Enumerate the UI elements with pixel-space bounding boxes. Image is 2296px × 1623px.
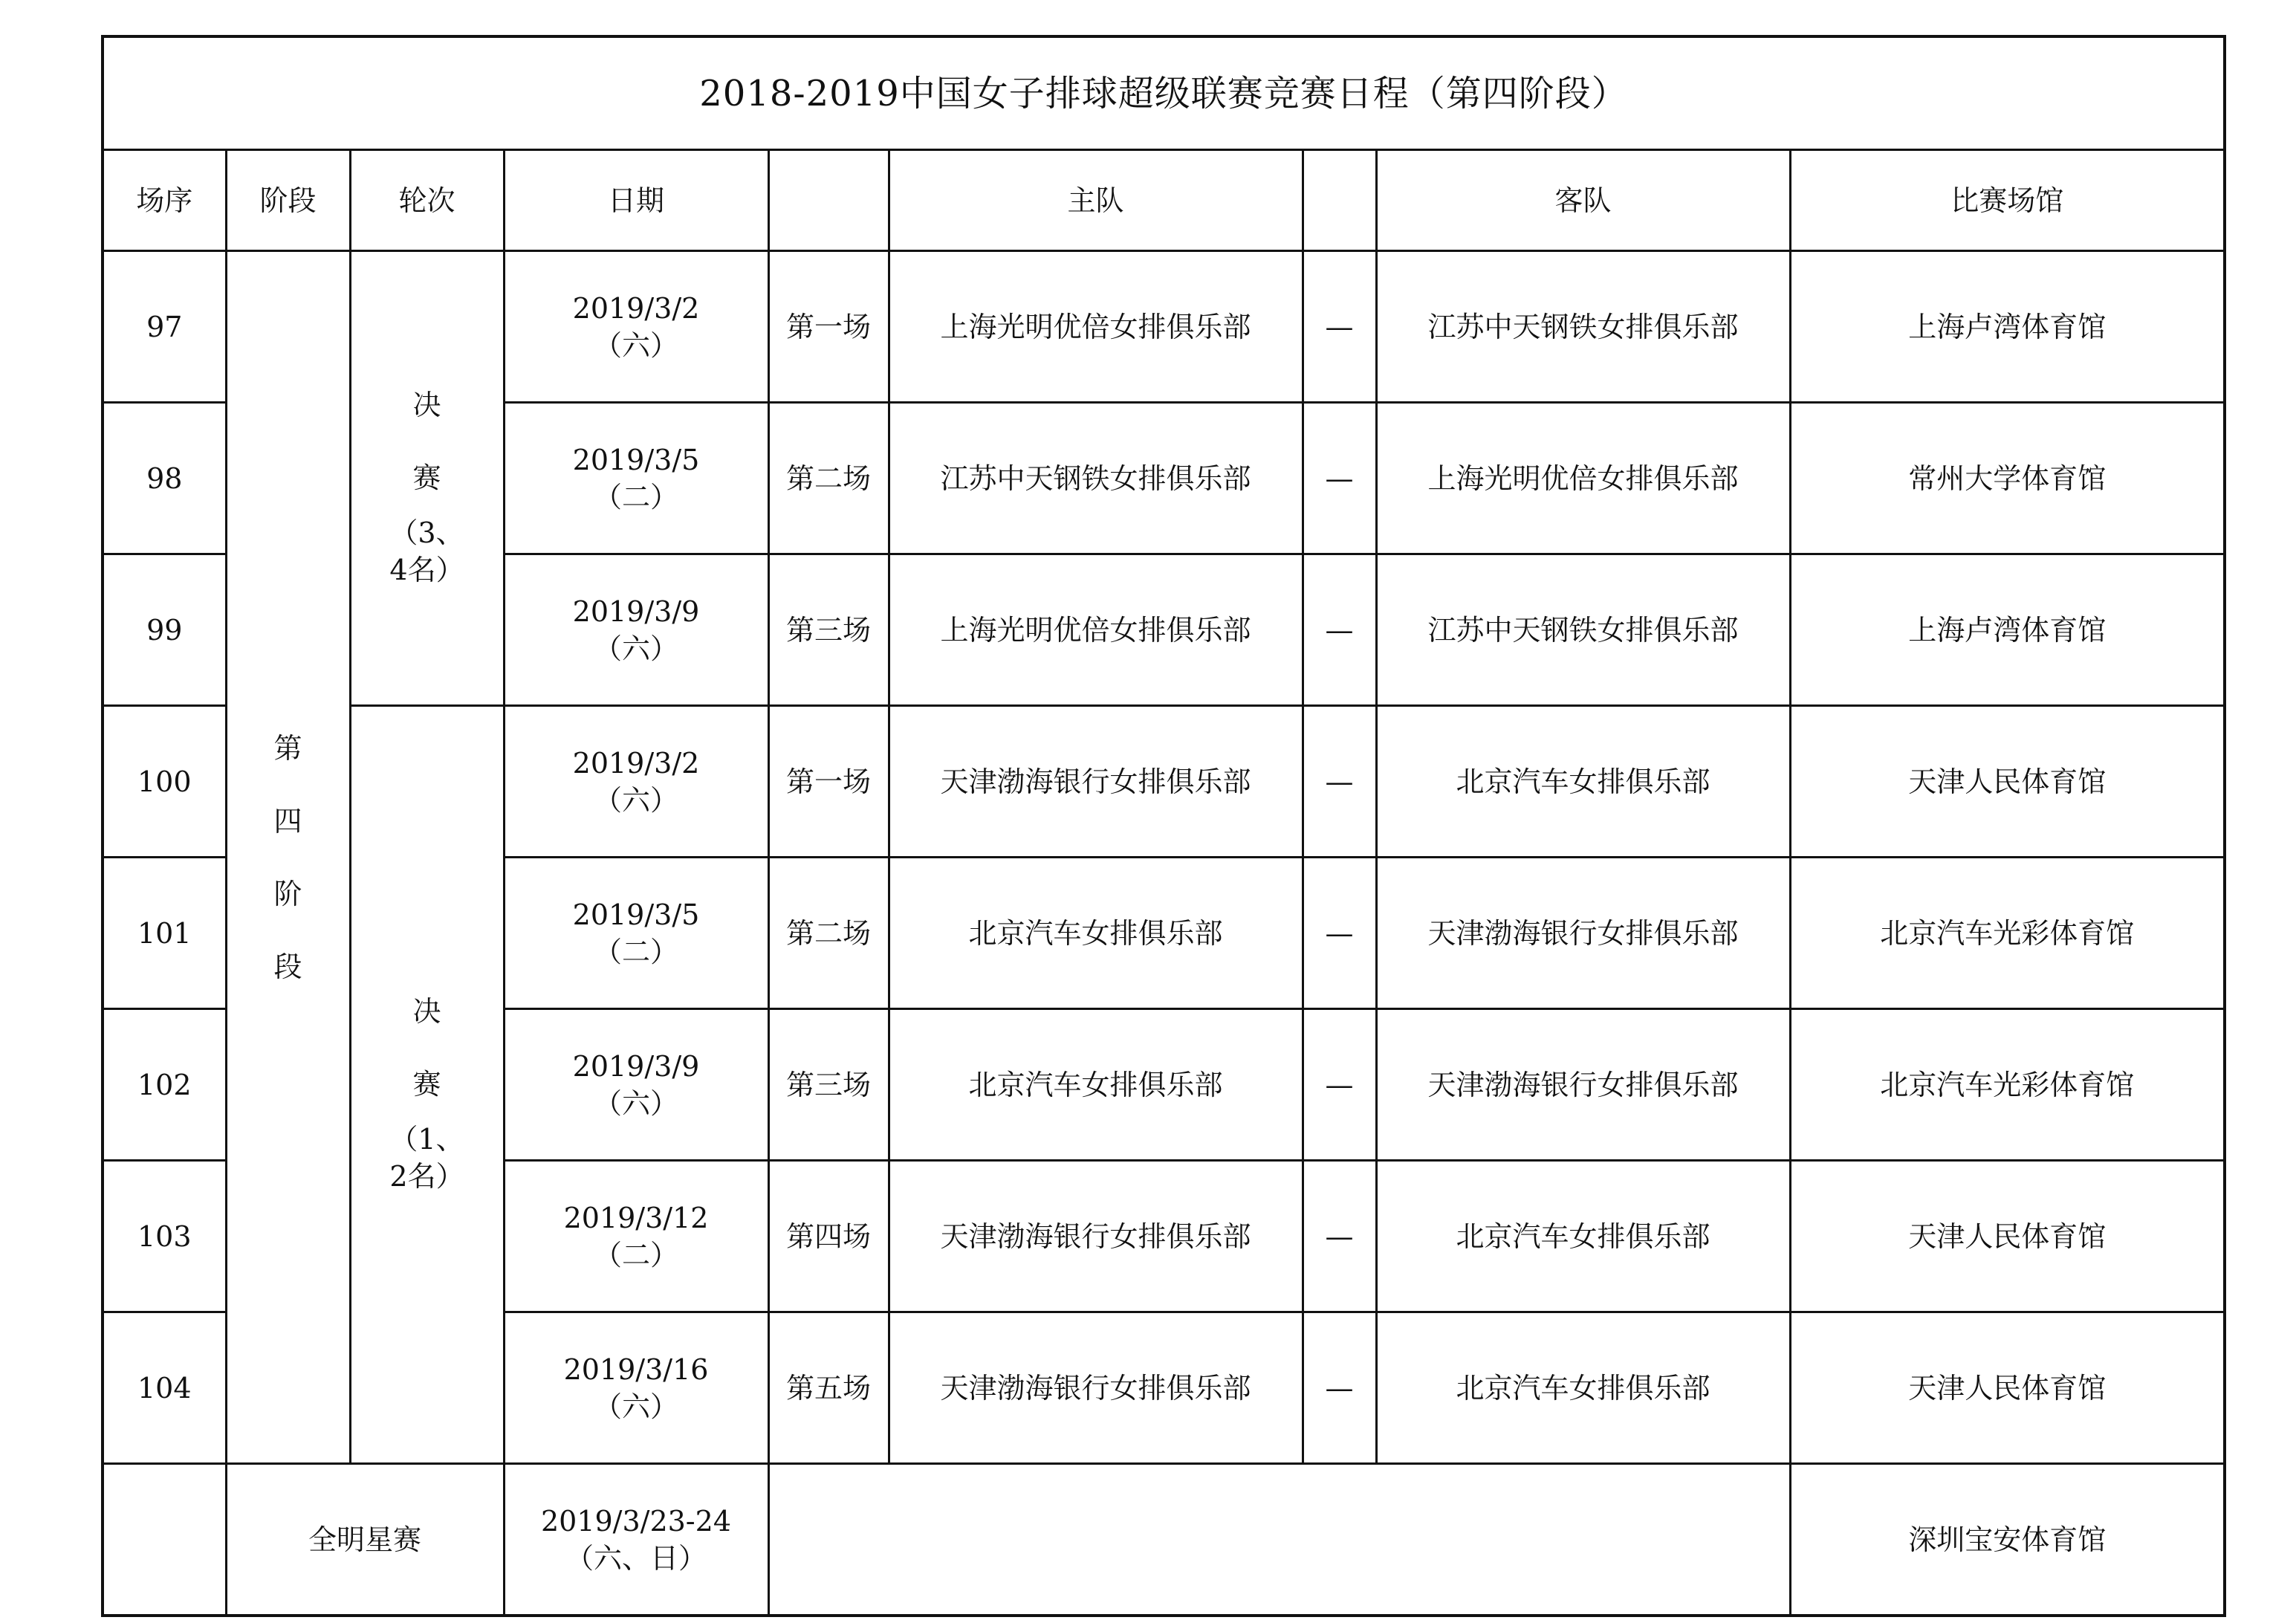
date-cell: [504, 554, 768, 706]
date-cell: [504, 706, 768, 858]
away-team-cell: 北京汽车女排俱乐部: [1376, 1161, 1790, 1312]
seq-cell: 97: [103, 251, 226, 403]
away-team-cell: 上海光明优倍女排俱乐部: [1376, 403, 1790, 554]
date-cell: [504, 1312, 768, 1464]
game-number-cell: 第二场: [768, 403, 889, 554]
dash-cell: —: [1303, 554, 1376, 706]
round-note: 2名）: [389, 1159, 464, 1193]
page-title: 2018-2019中国女子排球超级联赛竞赛日程（第四阶段）: [103, 36, 2225, 150]
away-team-cell: 江苏中天钢铁女排俱乐部: [1376, 554, 1790, 706]
game-number-cell: 第五场: [768, 1312, 889, 1464]
schedule-table: [101, 35, 2226, 1617]
allstar-blank-cell: [768, 1464, 1790, 1616]
stage-cell: [226, 251, 350, 1464]
venue-cell: 北京汽车光彩体育馆: [1790, 1009, 2225, 1161]
seq-cell: 100: [103, 706, 226, 858]
stage-char: 四: [273, 804, 302, 838]
seq-cell: 103: [103, 1161, 226, 1312]
table-row: [103, 251, 2225, 403]
dash-cell: —: [1303, 1009, 1376, 1161]
weekday-text: （六）: [593, 783, 678, 817]
away-team-cell: 北京汽车女排俱乐部: [1376, 706, 1790, 858]
venue-cell: 天津人民体育馆: [1790, 1312, 2225, 1464]
round-note: （3、: [389, 516, 464, 549]
weekday-text: （二）: [593, 1238, 678, 1271]
header-seq: 场序: [103, 150, 226, 251]
dash-cell: —: [1303, 858, 1376, 1009]
date-cell: [504, 1009, 768, 1161]
header-row: [103, 150, 2225, 251]
venue-cell: 上海卢湾体育馆: [1790, 251, 2225, 403]
home-team-cell: 天津渤海银行女排俱乐部: [889, 1312, 1303, 1464]
weekday-text: （六）: [593, 632, 678, 665]
header-game: [768, 150, 889, 251]
dash-cell: —: [1303, 1312, 1376, 1464]
allstar-date-cell: [504, 1464, 768, 1616]
stage-char: 阶: [273, 877, 302, 910]
home-team-cell: 上海光明优倍女排俱乐部: [889, 251, 1303, 403]
away-team-cell: 北京汽车女排俱乐部: [1376, 1312, 1790, 1464]
date-text: 2019/3/2: [572, 291, 700, 325]
allstar-row: [103, 1464, 2225, 1616]
date-cell: [504, 858, 768, 1009]
header-venue: 比赛场馆: [1790, 150, 2225, 251]
away-team-cell: 天津渤海银行女排俱乐部: [1376, 1009, 1790, 1161]
weekday-text: （二）: [593, 935, 678, 968]
header-dash: [1303, 150, 1376, 251]
header-date: 日期: [504, 150, 768, 251]
date-text: 2019/3/5: [572, 898, 700, 931]
round-cell-bronze: [350, 251, 504, 706]
weekday-text: （六）: [593, 328, 678, 362]
date-cell: [504, 1161, 768, 1312]
allstar-seq-cell: [103, 1464, 226, 1616]
venue-cell: 北京汽车光彩体育馆: [1790, 858, 2225, 1009]
title-row: [103, 36, 2225, 150]
venue-cell: 常州大学体育馆: [1790, 403, 2225, 554]
round-cell-final: [350, 706, 504, 1464]
home-team-cell: 上海光明优倍女排俱乐部: [889, 554, 1303, 706]
venue-cell: 天津人民体育馆: [1790, 706, 2225, 858]
round-note: （1、: [389, 1122, 464, 1156]
date-text: 2019/3/5: [572, 443, 700, 476]
table-row: [103, 706, 2225, 858]
header-round: 轮次: [350, 150, 504, 251]
dash-cell: —: [1303, 706, 1376, 858]
seq-cell: 99: [103, 554, 226, 706]
header-home: 主队: [889, 150, 1303, 251]
game-number-cell: 第一场: [768, 706, 889, 858]
header-stage: 阶段: [226, 150, 350, 251]
round-char: 决: [412, 994, 441, 1028]
home-team-cell: 天津渤海银行女排俱乐部: [889, 1161, 1303, 1312]
seq-cell: 98: [103, 403, 226, 554]
game-number-cell: 第三场: [768, 554, 889, 706]
away-team-cell: 江苏中天钢铁女排俱乐部: [1376, 251, 1790, 403]
round-note: 4名）: [389, 553, 464, 586]
venue-cell: 天津人民体育馆: [1790, 1161, 2225, 1312]
home-team-cell: 江苏中天钢铁女排俱乐部: [889, 403, 1303, 554]
allstar-venue-cell: 深圳宝安体育馆: [1790, 1464, 2225, 1616]
dash-cell: —: [1303, 251, 1376, 403]
header-away: 客队: [1376, 150, 1790, 251]
weekday-text: （六）: [593, 1390, 678, 1423]
allstar-label: 全明星赛: [226, 1464, 504, 1616]
home-team-cell: 天津渤海银行女排俱乐部: [889, 706, 1303, 858]
date-cell: [504, 251, 768, 403]
game-number-cell: 第三场: [768, 1009, 889, 1161]
round-char: 赛: [412, 1067, 441, 1101]
date-text: 2019/3/12: [563, 1201, 709, 1234]
weekday-text: （六、日）: [565, 1541, 707, 1575]
dash-cell: —: [1303, 1161, 1376, 1312]
seq-cell: 104: [103, 1312, 226, 1464]
stage-char: 段: [273, 950, 302, 983]
home-team-cell: 北京汽车女排俱乐部: [889, 1009, 1303, 1161]
date-text: 2019/3/23-24: [540, 1504, 732, 1538]
away-team-cell: 天津渤海银行女排俱乐部: [1376, 858, 1790, 1009]
stage-char: 第: [273, 731, 302, 765]
home-team-cell: 北京汽车女排俱乐部: [889, 858, 1303, 1009]
date-text: 2019/3/2: [572, 746, 700, 780]
round-char: 决: [412, 388, 441, 421]
date-text: 2019/3/16: [563, 1352, 709, 1386]
game-number-cell: 第四场: [768, 1161, 889, 1312]
date-cell: [504, 403, 768, 554]
game-number-cell: 第一场: [768, 251, 889, 403]
date-text: 2019/3/9: [572, 595, 700, 628]
weekday-text: （二）: [593, 480, 678, 514]
seq-cell: 102: [103, 1009, 226, 1161]
date-text: 2019/3/9: [572, 1049, 700, 1083]
venue-cell: 上海卢湾体育馆: [1790, 554, 2225, 706]
weekday-text: （六）: [593, 1086, 678, 1120]
dash-cell: —: [1303, 403, 1376, 554]
round-char: 赛: [412, 461, 441, 494]
game-number-cell: 第二场: [768, 858, 889, 1009]
seq-cell: 101: [103, 858, 226, 1009]
